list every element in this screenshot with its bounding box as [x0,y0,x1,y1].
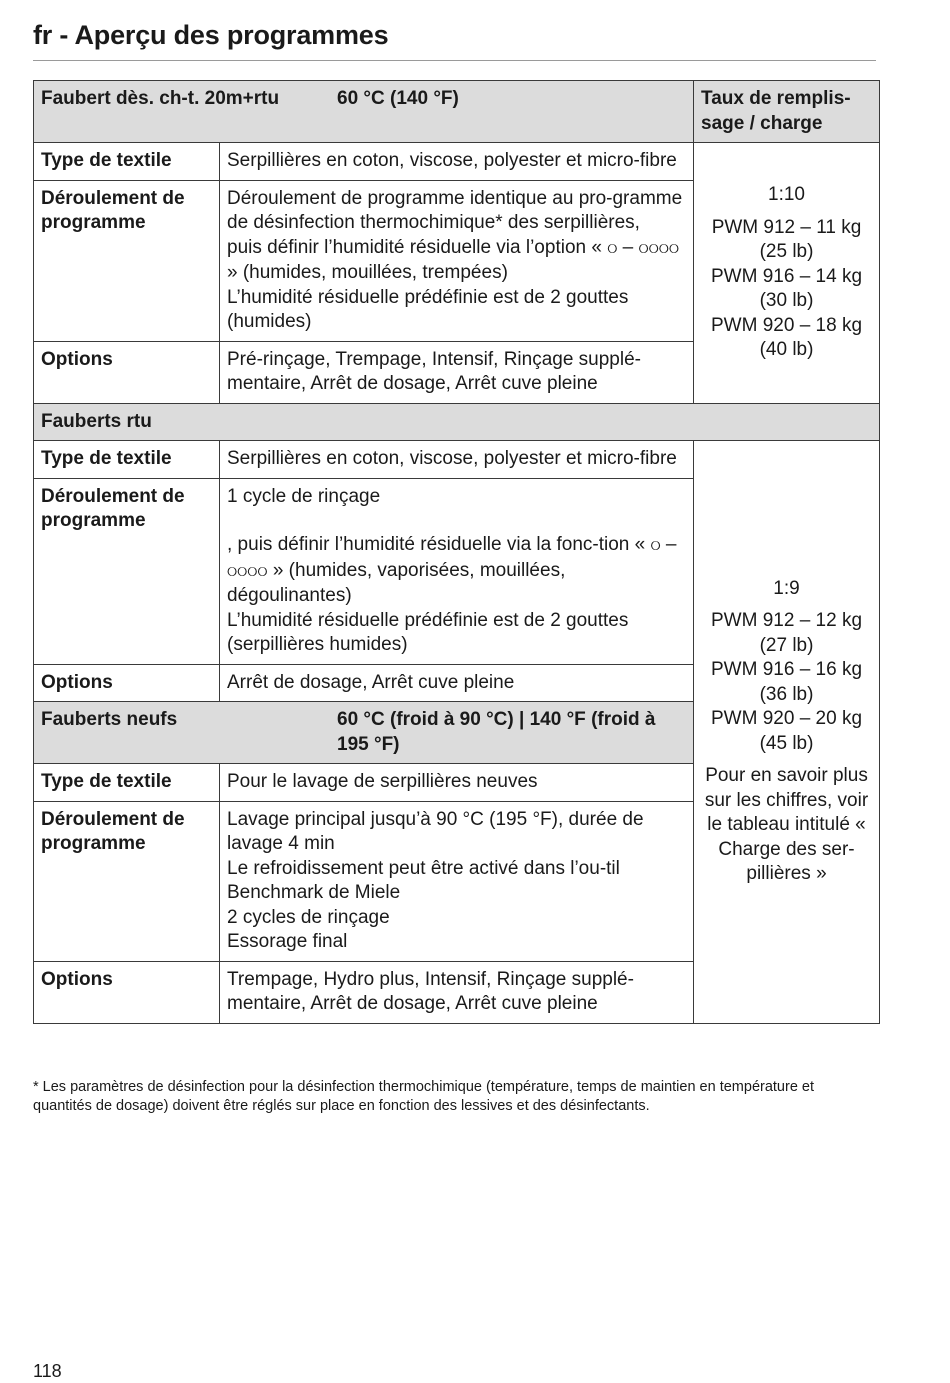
rate-line: PWM 916 – 14 kg [711,265,863,287]
load-ratio: 1:10 [768,184,805,205]
row-label: Options [34,961,220,1023]
title-divider [33,60,876,61]
row-label: Déroulement de programme [34,478,220,664]
rate-line: PWM 912 – 11 kg [711,216,862,238]
section-header: Fauberts rtu [34,403,880,441]
row-label: Type de textile [34,441,220,479]
row-label: Options [34,341,220,403]
row-value: Trempage, Hydro plus, Intensif, Rinçage supplé-mentaire, Arrêt de dosage, Arrêt cuve pleine [220,961,694,1023]
row-label: Déroulement de programme [34,801,220,961]
rate-line: (45 lb) [759,732,814,754]
program-name: Faubert dès. ch-t. 20m+rtu [41,88,280,109]
sequence-line: Lavage principal jusqu’à 90 °C (195 °F), durée de lavage 4 min [227,808,644,854]
rate-line: PWM 912 – 12 kg [711,610,863,632]
sequence-line [227,533,685,609]
section-header [34,702,694,764]
four-drops-icon: ୦୦୦୦ [638,240,680,257]
sequence-text: » (humides, mouillées, trempées) [227,262,508,283]
page-title: fr - Aperçu des programmes [33,20,389,50]
rate-header: Taux de remplis-sage / charge [694,81,880,143]
row-value [220,478,694,664]
row-value: Pré-rinçage, Trempage, Intensif, Rinçage supplé-mentaire, Arrêt de dosage, Arrêt cuve pleine [220,341,694,403]
rate-line: (30 lb) [759,290,814,311]
rate-line: (25 lb) [759,241,814,262]
row-value: Arrêt de dosage, Arrêt cuve pleine [220,664,694,702]
section-header [34,81,694,143]
load-ratio: 1:9 [773,577,800,599]
program-temperature: 60 °C (froid à 90 °C) | 140 °F (froid à 195 °F) [337,709,656,755]
load-rate-cell [694,143,880,404]
row-label: Type de textile [34,764,220,802]
row-value: Pour le lavage de serpillières neuves [220,764,694,802]
sequence-line: Déroulement de programme identique au pro-gramme de désinfection thermochimique* des serpillières, [227,187,683,233]
sequence-text: – [617,236,639,258]
sequence-text: , puis définir l’humidité résiduelle via la fonc-tion « [227,534,651,555]
sequence-line: 2 cycles de rinçage [227,906,390,928]
row-value [220,180,694,341]
row-label: Options [34,664,220,702]
sequence-line: 1 cycle de rinçage [227,485,381,507]
rate-note: Pour en savoir plus sur les chiffres, voir le tableau intitulé « Charge des ser-pillières » [704,765,869,885]
row-value: Serpillières en coton, viscose, polyester et micro-fibre [220,441,694,479]
one-drop-icon: ୦ [607,240,618,257]
row-value: Serpillières en coton, viscose, polyester et micro-fibre [220,143,694,181]
one-drop-icon: ୦ [650,538,661,554]
sequence-line [227,236,685,286]
program-temperature: 60 °C (140 °F) [337,88,459,109]
table-row [34,441,880,479]
page-number: 118 [33,1361,62,1381]
sequence-text: – [660,534,677,555]
rate-line: PWM 920 – 18 kg [711,314,863,336]
row-label: Type de textile [34,143,220,181]
rate-line: PWM 920 – 20 kg [711,708,863,730]
sequence-line: L’humidité résiduelle prédéfinie est de 2 gouttes (humides) [227,286,629,332]
row-value [220,801,694,961]
program-name: Fauberts neufs [41,709,178,730]
sequence-line: L’humidité résiduelle prédéfinie est de 2 gouttes (serpillières humides) [227,609,629,655]
four-drops-icon: ୦୦୦୦ [227,563,268,580]
section-header-row [34,403,880,441]
rate-line: (40 lb) [759,339,814,360]
section-header-row [34,81,880,143]
footnote: * Les paramètres de désinfection pour la désinfection thermochimique (température, temps de maintien en température et quantités de dosage) doivent être réglés sur place en fonction des lessives et des désinfectants. [33,1079,815,1114]
sequence-text: puis définir l’humidité résiduelle via l’option « [227,236,608,258]
program-table [33,80,880,1024]
rate-line: (27 lb) [759,634,814,656]
sequence-text: » (humides, vaporisées, mouillées, dégoulinantes) [227,559,566,606]
row-label: Déroulement de programme [34,180,220,341]
rate-line: (36 lb) [759,683,814,705]
rate-line: PWM 916 – 16 kg [711,659,863,681]
sequence-line: Le refroidissement peut être activé dans l’ou-til Benchmark de Miele [227,857,620,903]
sequence-spacer [227,509,685,533]
table-row [34,143,880,181]
load-rate-cell [694,441,880,1024]
sequence-line: Essorage final [227,931,348,952]
